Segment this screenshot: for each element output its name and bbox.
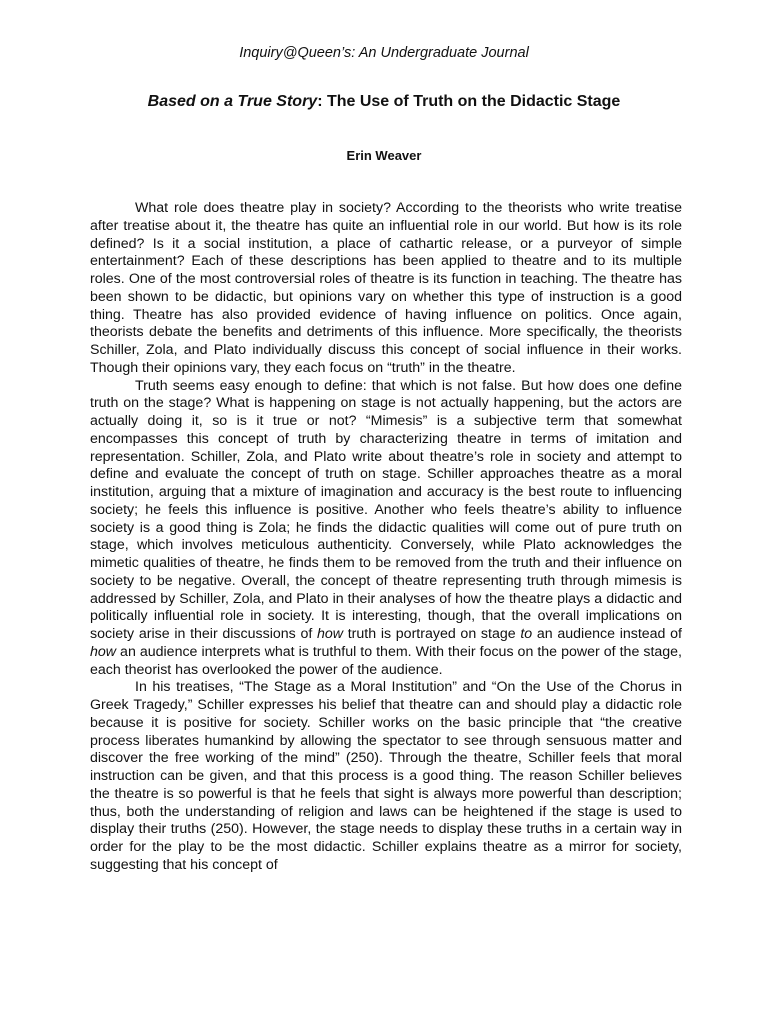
paragraph-3: In his treatises, “The Stage as a Moral Institution” and “On the Use of the Chorus in Greek Tragedy,” Schiller expresses his belief that theatre can and should play a didactic role because it is positive for society. Schiller works on the basic principle that “the creative process liberates humankind by allowing the spectator to see through sensuous matter and discover the free working of the mind” (250). Through the theatre, Schiller feels that moral instruction can be given, and that this process is a good thing. The reason Schiller believes the theatre is so powerful is that he feels that sight is always more powerful than description; thus, both the understanding of religion and laws can be heightened if the stage is used to display their truths (250). However, the stage needs to display these truths in a certain way in order for the play to be the most didactic. Schiller explains theatre as a mirror for society, suggesting that his concept of bbox=[90, 679, 682, 873]
emphasis-how-2: how bbox=[90, 643, 117, 660]
paragraph-2-part-d: an audience interprets what is truthful to them. With their focus on the power of the stage, each theorist has overlooked the power of the audience. bbox=[90, 643, 682, 678]
paragraph-1: What role does theatre play in society? According to the theorists who write treatise after treatise about it, the theatre has quite an influential role in our world. But how is its role defined? Is it a social institution, a place of cathartic release, or a purveyor of simple entertainment? Each of these descriptions has been applied to theatre and to its multiple roles. One of the most controversial roles of theatre is its function in teaching. The theatre has been shown to be didactic, but opinions vary on whether this type of instruction is a good thing. Theatre has also provided evidence of having influence on politics. Once again, theorists debate the benefits and detriments of this influence. More specifically, the theorists Schiller, Zola, and Plato individually discuss this concept of social influence in their works. Though their opinions vary, they each focus on “truth” in the theatre. bbox=[90, 200, 682, 376]
article-body bbox=[90, 200, 682, 875]
article-title-rest: : The Use of Truth on the Didactic Stage bbox=[317, 93, 621, 110]
paragraph-2-part-b: truth is portrayed on stage bbox=[343, 626, 521, 642]
article-author: Erin Weaver bbox=[346, 148, 422, 163]
paragraph-2-part-c: an audience instead of bbox=[532, 626, 682, 642]
journal-header: Inquiry@Queen’s: An Undergraduate Journal bbox=[239, 45, 529, 61]
emphasis-to: to bbox=[520, 626, 533, 642]
paragraph-2 bbox=[90, 378, 682, 680]
article-title bbox=[0, 93, 768, 111]
emphasis-how-1: how bbox=[316, 626, 344, 642]
article-title-italic: Based on a True Story bbox=[147, 93, 318, 110]
paragraph-2-part-a: Truth seems easy enough to define: that which is not false. But how does one define truth on the stage? What is happening on stage is not actually happening, but the actors are actually doing it, so is it true or not? “Mimesis” is a subjective term that somewhat encompasses this concept of truth by characterizing theatre in terms of imitation and representation. Schiller, Zola, and Plato write about theatre’s role in society and attempt to define and evaluate the concept of truth on stage. Schiller approaches theatre as a moral institution, arguing that a mixture of imagination and accuracy is the best route to influencing society; he feels this influence is positive. Another who feels theatre’s ability to influence society is a good thing is Zola; he finds the didactic qualities will come out of pure truth on stage, which involves meticulous authenticity. Conversely, while Plato acknowledges the mimetic qualities of theatre, he finds them to be removed from the truth and their influence on society to be negative. Overall, the concept of theatre representing truth through mimesis is addressed by Schiller, Zola, and Plato in their analyses of how the theatre plays a didactic and politically influential role in society. It is interesting, though, that the overall implications on society arise in their discussions of bbox=[90, 377, 682, 642]
